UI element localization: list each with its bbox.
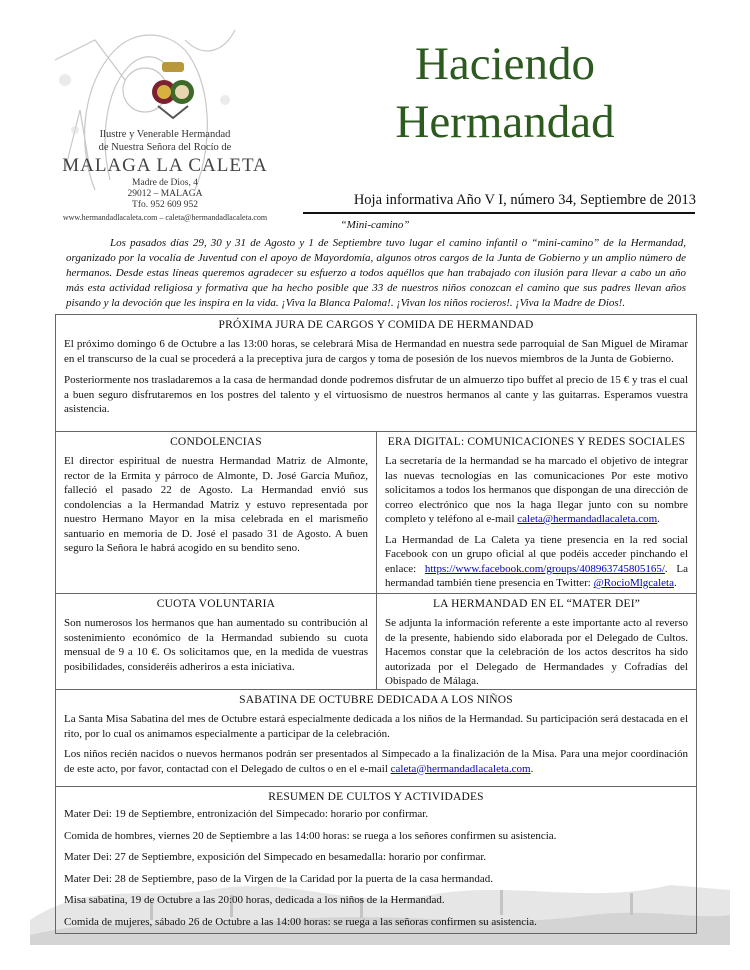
text-span: . La hermandad también tiene presencia en Twitter: bbox=[385, 562, 688, 589]
text-span: . bbox=[657, 513, 660, 525]
section-paragraph: La Santa Misa Sabatina del mes de Octubre estará especialmente dedicada a los niños de la Hermandad. Su participación será destacada en el rito, por lo cual os animamos especialmente a participar de la celebración. bbox=[64, 713, 688, 740]
email-link[interactable]: caleta@hermandadlacaleta.com bbox=[390, 762, 531, 775]
section-era-digital bbox=[376, 431, 697, 594]
header-divider bbox=[303, 212, 695, 214]
org-line-2: de Nuestra Señora del Rocío de bbox=[98, 142, 232, 153]
activity-item: Misa sabatina, 19 de Octubre a las 20:00 horas, dedicada a los niños de la Hermandad. bbox=[64, 894, 445, 906]
section-heading: CUOTA VOLUNTARIA bbox=[156, 598, 276, 610]
section-heading: ERA DIGITAL: COMUNICACIONES Y REDES SOCIALES bbox=[387, 436, 686, 448]
section-paragraph: Posteriormente nos trasladaremos a la casa de hermandad donde podremos disfrutar de un almuerzo tipo buffet al precio de 15 € y tras el cual a buen seguro disfrutaremos en los postres del talento y el virtuosismo de nuestros hermanos al cante y las guitarras. Esperamos vuestra asistencia. bbox=[64, 374, 688, 415]
intro-title: “Mini-camino” bbox=[340, 219, 410, 231]
org-address-1: Madre de Dios, 4 bbox=[132, 178, 198, 188]
issue-info: Hoja informativa Año V I, número 34, Septiembre de 2013 bbox=[353, 192, 696, 208]
activity-item: Comida de hombres, viernes 20 de Septiembre a las 14:00 horas: se ruega a los señores confirmen su asistencia. bbox=[64, 829, 557, 842]
section-heading: CONDOLENCIAS bbox=[170, 436, 262, 448]
activity-item: Comida de mujeres, sábado 26 de Octubre a las 14:00 horas: se ruega a las señoras confirmen su asistencia. bbox=[64, 915, 537, 928]
section-paragraph: Son numerosos los hermanos que han aumentado su contribución al sostenimiento económico de la Hermandad subiendo su cuota mensual de 9 a 10 €. Os solicitamos que, en la medida de vuestras posibilidades, consideréis adheriros a esta iniciativa. bbox=[64, 617, 368, 673]
organization-info bbox=[60, 128, 270, 223]
text-span: . bbox=[673, 577, 677, 589]
intro-text: Los pasados días 29, 30 y 31 de Agosto y 1 de Septiembre tuvo lugar el camino infantil o “mini-camino” de la Hermandad, organizado por la vocalía de Juventud con el apoyo de Mayordomía, algunos otros cargos de la Junta de Gobierno y un amplio número de hermanos. Desde estas líneas queremos agradecer su esfuerzo a todos aquéllos que han trabajado con ilusión para llevar a cabo un año más esta actividad religiosa y formativa que ha hecho posible que 33 de nuestros niños conozcan el camino que sus padres llevan años pisando y la devoción que les inspira en la vida. ¡Viva la Blanca Paloma!. ¡Vivan los niños rocieros!. ¡Viva la Madre de Dios!. bbox=[66, 237, 686, 309]
intro-paragraph bbox=[66, 236, 686, 311]
title-line-1: Haciendo bbox=[414, 38, 596, 90]
org-line-1: Ilustre y Venerable Hermandad bbox=[99, 129, 231, 140]
title-line-2: Hermandad bbox=[395, 96, 615, 148]
section-paragraph: Se adjunta la información referente a este importante acto al reverso de la presente, habiendo sido elaborada por el Delegado de Cultos. Hacemos constar que la celebración de los actos descritos ha sido autorizada por el Delegado de Hermandades y Cofradías del Obispado de Málaga. bbox=[385, 617, 688, 687]
text-span: La Hermandad de La Caleta ya tiene presencia en la red social Facebook con un grupo oficial al que podéis acceder pinchando el enlace: bbox=[385, 533, 688, 575]
section-paragraph: El próximo domingo 6 de Octubre a las 13:00 horas, se celebrará Misa de Hermandad en nuestra sede parroquial de San Miguel de Miramar en el transcurso de la cual se procederá a la preceptiva jura de cargos y toma de posesión de los nuevos miembros de la Junta de Gobierno. bbox=[64, 338, 688, 365]
section-heading: SABATINA DE OCTUBRE DEDICADA A LOS NIÑOS bbox=[239, 694, 513, 706]
section-resumen bbox=[55, 786, 697, 934]
section-paragraph: El director espiritual de nuestra Hermandad Matriz de Almonte, rector de la Ermita y párroco de Almonte, D. José García Muñoz, falleció el pasado 22 de Agosto. La Hermandad envió sus condolencias a la Hermandad Matriz y estuvo representada por nuestro Hermano Mayor en la misa celebrada en el marismeño santuario en memoria de D. José el pasado 31 de Agosto. A buen seguro la Señora le habrá acogido en su bendito seno. bbox=[64, 455, 368, 554]
activity-item: Mater Dei: 28 de Septiembre, paso de la Virgen de la Caridad por la puerta de la casa hermandad. bbox=[64, 872, 493, 885]
text-span: La secretaría de la hermandad se ha marcado el objetivo de integrar las nuevas tecnologías en las comunicaciones Por este motivo solicitamos a todos los hermanos que dispongan de una dirección de correo electrónico que nos la haga llegar junto con su nombre completo y teléfono al e-mail bbox=[385, 455, 688, 525]
org-address-2: 29012 – MALAGA bbox=[127, 189, 203, 199]
activities-list bbox=[64, 807, 688, 929]
activity-item: Mater Dei: 19 de Septiembre, entronización del Simpecado: horario por confirmar. bbox=[64, 808, 429, 820]
section-heading: RESUMEN DE CULTOS Y ACTIVIDADES bbox=[268, 791, 484, 803]
section-condolencias bbox=[55, 431, 377, 594]
org-web: www.hermandadlacaleta.com – caleta@hermandadlacaleta.com bbox=[62, 213, 268, 222]
coat-of-arms-logo bbox=[148, 60, 198, 120]
activity-item: Mater Dei: 27 de Septiembre, exposición del Simpecado en besamedalla: horario por confirmar. bbox=[64, 851, 487, 863]
section-jura bbox=[55, 314, 697, 432]
text-span: . bbox=[530, 762, 534, 775]
twitter-link[interactable]: @RocioMlgcaleta bbox=[593, 577, 674, 589]
text-span: Los niños recién nacidos o nuevos hermanos podrán ser presentados al Simpecado a la finalización de la Misa. Para una mejor coordinación de este acto, por favor, contactad con el Delegado de cultos o en el e-mail bbox=[64, 748, 688, 775]
org-name: MALAGA LA CALETA bbox=[62, 155, 268, 176]
section-sabatina bbox=[55, 689, 697, 787]
section-cuota bbox=[55, 593, 377, 690]
section-heading: PRÓXIMA JURA DE CARGOS Y COMIDA DE HERMANDAD bbox=[218, 319, 534, 331]
section-paragraph bbox=[385, 533, 688, 591]
section-heading: LA HERMANDAD EN EL “MATER DEI” bbox=[432, 598, 641, 610]
facebook-link[interactable]: https://www.facebook.com/groups/408963745805165/ bbox=[424, 562, 665, 575]
section-mater-dei bbox=[376, 593, 697, 690]
newsletter-title bbox=[330, 35, 680, 151]
org-phone: Tfo. 952 609 952 bbox=[132, 200, 198, 210]
section-paragraph bbox=[385, 454, 688, 527]
section-paragraph bbox=[64, 747, 688, 776]
email-link[interactable]: caleta@hermandadlacaleta.com bbox=[517, 513, 658, 525]
